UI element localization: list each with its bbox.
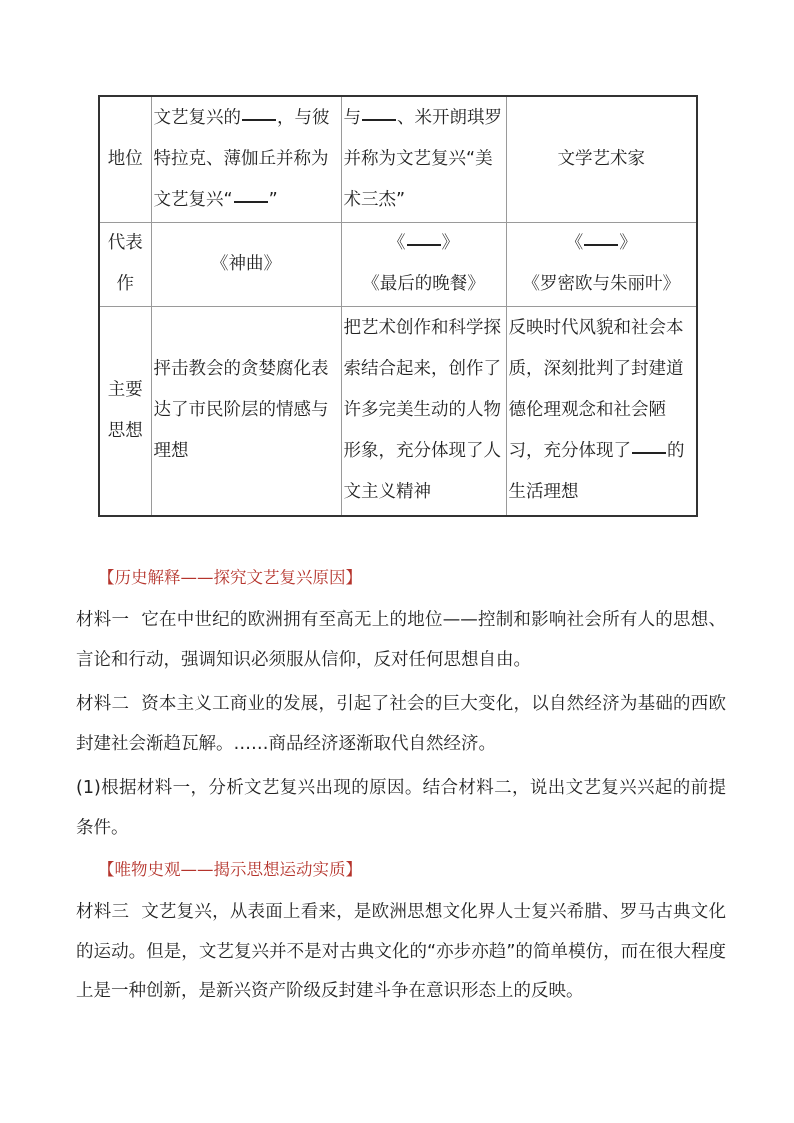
cell-shakespeare-works: 《 》 《罗密欧与朱丽叶》 — [506, 222, 697, 306]
material-one — [76, 601, 726, 680]
cell-dante-ideas: 抨击教会的贪婪腐化表达了市民阶层的情感与理想 — [151, 306, 341, 516]
material-text: 它在中世纪的欧洲拥有至高无上的地位——控制和影响社会所有人的思想、言论和行动，强调知识必须服从信仰，反对任何思想自由。 — [76, 610, 727, 670]
fill-blank[interactable] — [632, 451, 666, 454]
table-row-ideas — [99, 306, 697, 516]
material-label: 材料二 — [76, 694, 130, 714]
cell-dante-works: 《神曲》 — [151, 222, 341, 306]
material-text: 文艺复兴，从表面上看来，是欧洲思想文化界人士复兴希腊、罗马古典文化的运动。但是，文艺复兴并不是对古典文化的“亦步亦趋”的简单模仿，而在很大程度上是一种创新，是新兴资产阶级反封建斗争在意识形态上的反映。 — [76, 902, 726, 1001]
fill-blank[interactable] — [584, 243, 618, 246]
cell-dante-status: 文艺复兴的 ，与彼特拉克、薄伽丘并称为文艺复兴“ ” — [151, 96, 341, 222]
table-row-works — [99, 222, 697, 306]
table-row-status — [99, 96, 697, 222]
material-two — [76, 685, 726, 764]
cell-shakespeare-status: 文学艺术家 — [506, 96, 697, 222]
section-heading-essence: 【唯物史观——揭示思想运动实质】 — [98, 860, 362, 879]
row-header-status: 地位 — [99, 96, 151, 222]
fill-blank[interactable] — [407, 243, 441, 246]
cell-davinci-status: 与 、米开朗琪罗并称为文艺复兴“美术三杰” — [341, 96, 506, 222]
cell-shakespeare-ideas: 反映时代风貌和社会本质，深刻批判了封建道德伦理观念和社会陋习，充分体现了 的生活理想 — [506, 306, 697, 516]
question-one: (1)根据材料一，分析文艺复兴出现的原因。结合材料二，说出文艺复兴兴起的前提条件。 — [76, 778, 726, 838]
fill-blank[interactable] — [234, 200, 268, 203]
material-label: 材料三 — [76, 902, 130, 922]
fill-blank[interactable] — [242, 118, 276, 121]
section-heading-causes: 【历史解释——探究文艺复兴原因】 — [98, 568, 362, 587]
fill-blank[interactable] — [362, 118, 396, 121]
material-text: 资本主义工商业的发展，引起了社会的巨大变化，以自然经济为基础的西欧封建社会渐趋瓦解。……商品经济逐渐取代自然经济。 — [76, 694, 726, 754]
cell-davinci-ideas: 把艺术创作和科学探索结合起来，创作了许多完美生动的人物形象，充分体现了人文主义精神 — [341, 306, 506, 516]
material-three — [76, 893, 726, 1012]
row-header-ideas: 主要思想 — [99, 306, 151, 516]
material-label: 材料一 — [76, 610, 130, 630]
cell-davinci-works: 《 》 《最后的晚餐》 — [341, 222, 506, 306]
row-header-works: 代表作 — [99, 222, 151, 306]
renaissance-figures-table — [98, 95, 698, 517]
